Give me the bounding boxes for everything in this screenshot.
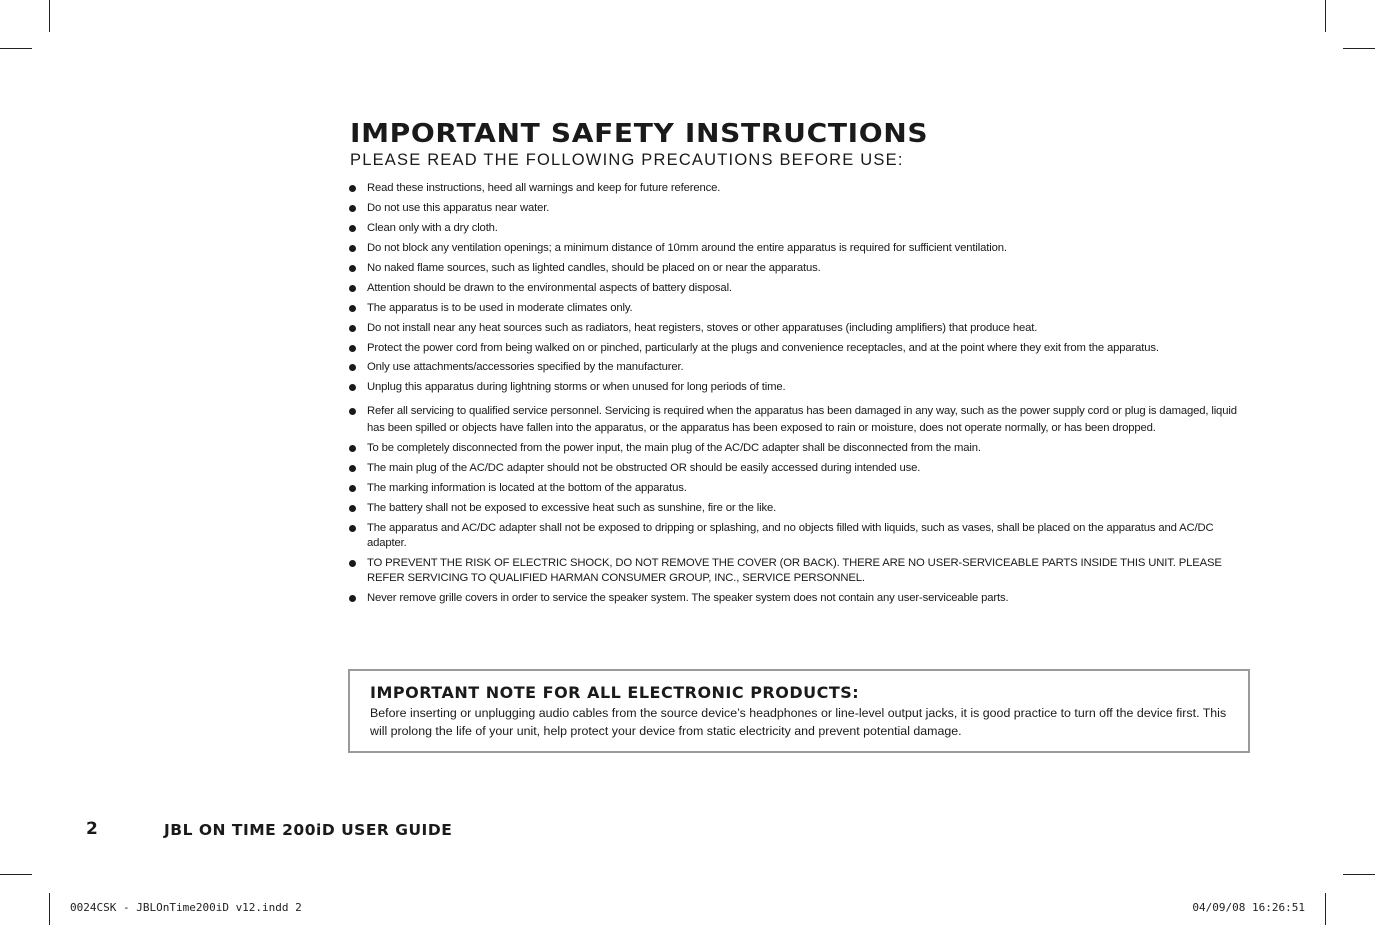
instruction-text: Do not block any ventilation openings; a minimum distance of 10mm around the entire apparatus is required for sufficient ventilation. [367, 242, 1007, 254]
bullet-icon [349, 465, 356, 472]
instruction-item [349, 181, 1239, 196]
instruction-text: No naked flame sources, such as lighted candles, should be placed on or near the apparatus. [367, 262, 821, 274]
bullet-icon [349, 485, 356, 492]
crop-mark-top-right-horizontal [1343, 48, 1375, 49]
instruction-item [349, 281, 1239, 296]
instruction-text: To be completely disconnected from the power input, the main plug of the AC/DC adapter shall be disconnected from the main. [367, 442, 981, 454]
instruction-text: Read these instructions, heed all warnings and keep for future reference. [367, 182, 721, 194]
instruction-text: Protect the power cord from being walked on or pinched, particularly at the plugs and convenience receptacles, and at the point where they exit from the apparatus. [367, 342, 1159, 354]
instruction-item [349, 481, 1239, 496]
bullet-icon [349, 345, 356, 352]
bullet-icon [349, 285, 356, 292]
instruction-text: The main plug of the AC/DC adapter should not be obstructed OR should be easily accessed during intended use. [367, 462, 921, 474]
bullet-icon [349, 595, 356, 602]
bullet-icon [349, 185, 356, 192]
instruction-text: The marking information is located at the bottom of the apparatus. [367, 482, 687, 494]
instruction-item [349, 241, 1239, 256]
instruction-item [349, 360, 1239, 375]
slug-file-name: 0024CSK - JBLOnTime200iD v12.indd 2 [70, 901, 302, 914]
bullet-icon [349, 265, 356, 272]
page-title: IMPORTANT SAFETY INSTRUCTIONS [350, 119, 929, 149]
instruction-item [349, 556, 1239, 586]
important-note-box [348, 669, 1250, 753]
instruction-item [349, 441, 1239, 456]
bullet-icon [349, 505, 356, 512]
bullet-icon [349, 305, 356, 312]
instruction-text: Do not install near any heat sources such as radiators, heat registers, stoves or other apparatuses (including amplifiers) that produce heat. [367, 322, 1038, 334]
bullet-icon [349, 560, 356, 567]
bullet-icon [349, 525, 356, 532]
crop-mark-bottom-right-vertical [1325, 893, 1326, 925]
instruction-item [349, 380, 1239, 395]
crop-mark-top-left-vertical [49, 0, 50, 32]
instruction-text: The apparatus is to be used in moderate climates only. [367, 302, 633, 314]
instruction-item [349, 261, 1239, 276]
instruction-item [349, 521, 1239, 551]
instruction-item [349, 221, 1239, 236]
instruction-text: Never remove grille covers in order to service the speaker system. The speaker system does not contain any user-serviceable parts. [367, 592, 1009, 604]
crop-mark-bottom-right-horizontal [1343, 874, 1375, 875]
note-title: IMPORTANT NOTE FOR ALL ELECTRONIC PRODUCTS: [370, 683, 860, 702]
bullet-icon [349, 245, 356, 252]
instruction-item [349, 301, 1239, 316]
instruction-text: TO PREVENT THE RISK OF ELECTRIC SHOCK, DO NOT REMOVE THE COVER (OR BACK). THERE ARE NO USER-SERVICEABLE PARTS INSIDE THIS UNIT. PLEASE REFER SERVICING TO QUALIFIED HARMAN CONSUMER GROUP, INC., SERVICE PERSONNEL. [367, 557, 1222, 584]
safety-instructions-list [349, 181, 1239, 606]
instruction-item [349, 321, 1239, 336]
guide-title: JBL ON TIME 200iD USER GUIDE [164, 821, 453, 839]
bullet-icon [349, 408, 356, 415]
instruction-item [349, 201, 1239, 216]
note-body: Before inserting or unplugging audio cables from the source device’s headphones or line-level output jacks, it is good practice to turn off the device first. This will prolong the life of your unit, help protect your device from static electricity and prevent potential damage. [370, 706, 1227, 738]
bullet-icon [349, 205, 356, 212]
page-subtitle: PLEASE READ THE FOLLOWING PRECAUTIONS BEFORE USE: [350, 151, 904, 169]
instruction-item [349, 341, 1239, 356]
instruction-item [349, 501, 1239, 516]
instruction-text: Do not use this apparatus near water. [367, 202, 550, 214]
bullet-icon [349, 364, 356, 371]
bullet-icon [349, 445, 356, 452]
crop-mark-top-left-horizontal [0, 48, 32, 49]
instruction-text: Only use attachments/accessories specified by the manufacturer. [367, 361, 684, 373]
instruction-text: Refer all servicing to qualified service personnel. Servicing is required when the apparatus has been damaged in any way, such as the power supply cord or plug is damaged, liquid has been spilled or objects have fallen into the apparatus, or the apparatus has been exposed to rain or moisture, does not operate normally, or has been dropped. [367, 405, 1237, 434]
crop-mark-bottom-left-horizontal [0, 874, 32, 875]
instruction-item [349, 403, 1239, 437]
crop-mark-top-right-vertical [1325, 0, 1326, 32]
instruction-item [349, 591, 1239, 606]
instruction-item [349, 461, 1239, 476]
instruction-text: The battery shall not be exposed to excessive heat such as sunshine, fire or the like. [367, 502, 777, 514]
crop-mark-bottom-left-vertical [49, 893, 50, 925]
bullet-icon [349, 384, 356, 391]
instruction-text: Unplug this apparatus during lightning storms or when unused for long periods of time. [367, 381, 786, 393]
instruction-text: The apparatus and AC/DC adapter shall not be exposed to dripping or splashing, and no objects filled with liquids, such as vases, shall be placed on the apparatus and AC/DC adapter. [367, 522, 1214, 549]
instruction-text: Clean only with a dry cloth. [367, 222, 498, 234]
bullet-icon [349, 325, 356, 332]
slug-timestamp: 04/09/08 16:26:51 [1192, 901, 1305, 914]
instruction-text: Attention should be drawn to the environmental aspects of battery disposal. [367, 282, 732, 294]
bullet-icon [349, 225, 356, 232]
page-number: 2 [86, 819, 98, 839]
